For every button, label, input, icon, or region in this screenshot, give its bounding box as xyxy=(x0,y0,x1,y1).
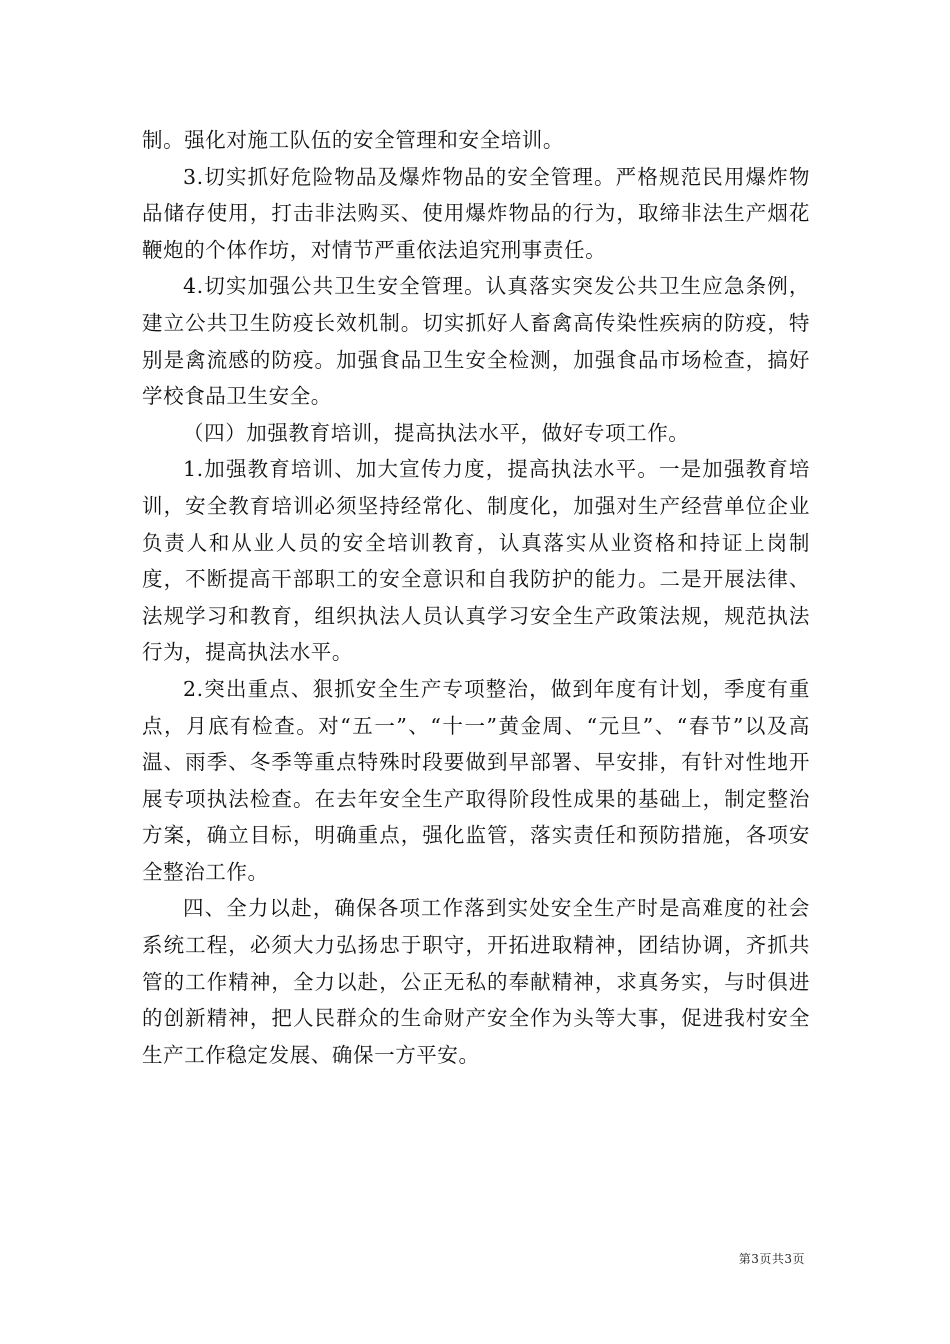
section-heading-4: （四）加强教育培训，提高执法水平，做好专项工作。 xyxy=(183,420,690,445)
paragraph-item-2: 2.突出重点、狠抓安全生产专项整治，做到年度有计划，季度有重点，月底有检查。对“五一”、“十一”黄金周、“元旦”、“春节”以及高温、雨季、冬季等重点特殊时段要做到早部署、早安排，有针对性地开展专项执法检查。在去年安全生产取得阶段性成果的基础上，制定整治方案，确立目标，明确重点，强化监管，落实责任和预防措施，各项安全整治工作。 xyxy=(142,676,810,884)
paragraph-item-4: 4.切实加强公共卫生安全管理。认真落实突发公共卫生应急条例，建立公共卫生防疫长效机制。切实抓好人畜禽高传染性疾病的防疫，特别是禽流感的防疫。加强食品卫生安全检测，加强食品市场检查，搞好学校食品卫生安全。 xyxy=(142,274,810,409)
paragraph-item-1: 1.加强教育培训、加大宣传力度，提高执法水平。一是加强教育培训，安全教育培训必须坚持经常化、制度化，加强对生产经营单位企业负责人和从业人员的安全培训教育，认真落实从业资格和持证上岗制度，不断提高干部职工的安全意识和自我防护的能力。二是开展法律、法规学习和教育，组织执法人员认真学习安全生产政策法规，规范执法行为，提高执法水平。 xyxy=(142,457,810,665)
paragraph-section-four: 四、全力以赴，确保各项工作落到实处安全生产时是高难度的社会系统工程，必须大力弘扬忠于职守，开拓进取精神，团结协调，齐抓共管的工作精神，全力以赴，公正无私的奉献精神，求真务实，与时俱进的创新精神，把人民群众的生命财产安全作为头等大事，促进我村安全生产工作稳定发展、确保一方平安。 xyxy=(142,896,810,1067)
document-body xyxy=(142,122,810,1073)
paragraph-item-3: 3.切实抓好危险物品及爆炸物品的安全管理。严格规范民用爆炸物品储存使用，打击非法购买、使用爆炸物品的行为，取缔非法生产烟花鞭炮的个体作坊，对情节严重依法追究刑事责任。 xyxy=(142,164,810,262)
page-number: 第3页共3页 xyxy=(738,1252,805,1266)
paragraph-continuation: 制。强化对施工队伍的安全管理和安全培训。 xyxy=(142,128,564,152)
